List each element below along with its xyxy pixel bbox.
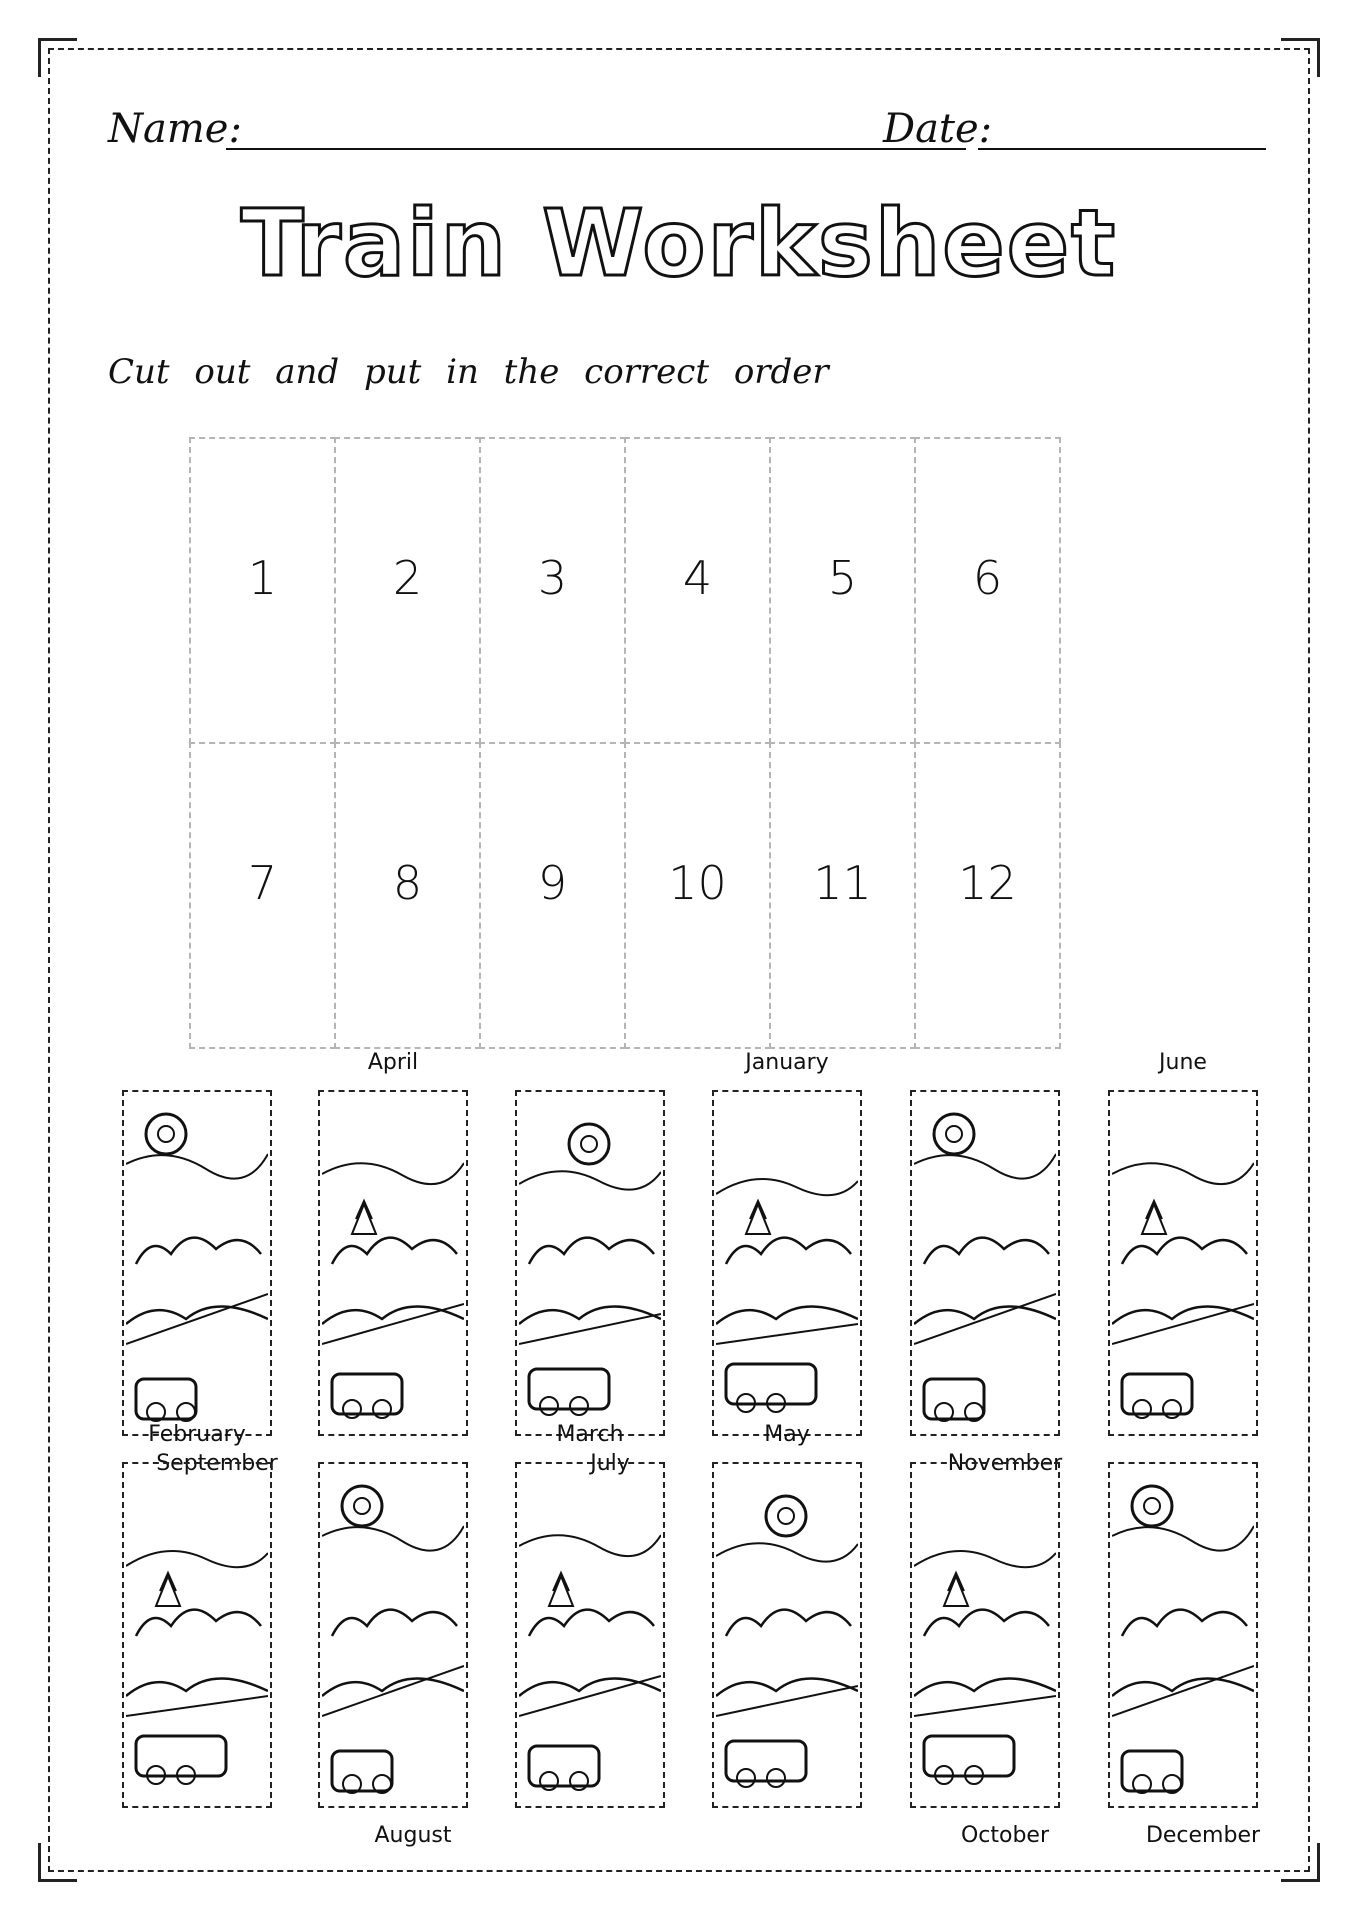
instruction-text: Cut out and put in the correct order [108,352,829,392]
answer-cell[interactable] [189,437,336,744]
train-scene-icon [519,1094,661,1432]
train-scene-icon [914,1094,1056,1432]
cutout-strip-december[interactable] [1108,1462,1261,1848]
answer-cell[interactable] [624,437,771,744]
worksheet-title: Train Worksheet [240,190,1118,297]
cutout-strip-february[interactable] [122,1422,272,1808]
cutout-strip-november[interactable] [910,1090,1063,1476]
strip-month-label: July [590,1451,630,1476]
corner-mark-top-right [1281,38,1320,77]
answer-cell-number: 7 [247,856,278,910]
answer-cell[interactable] [769,742,916,1049]
cutout-strip-august[interactable] [318,1462,468,1848]
cutout-strip-march[interactable] [515,1422,665,1808]
train-scene-icon [322,1094,464,1432]
strip-month-label: June [1159,1050,1207,1075]
cutout-strip-october[interactable] [910,1462,1060,1848]
answer-cell-number: 10 [668,856,727,910]
train-scene-icon [1112,1466,1254,1804]
answer-cell-number: 2 [392,551,423,605]
strip-month-label: May [764,1422,810,1447]
corner-mark-top-left [38,38,77,77]
answer-cell-number: 6 [972,551,1003,605]
corner-mark-bottom-left [38,1843,77,1882]
strip-month-label: March [556,1422,624,1447]
name-date-row [108,106,1258,156]
train-scene-icon [126,1466,268,1804]
train-scene-icon [519,1466,661,1804]
answer-cell[interactable] [914,437,1061,744]
answer-cell-number: 8 [392,856,423,910]
cutout-strip-may[interactable] [712,1422,862,1808]
strip-month-label: January [745,1050,829,1075]
strip-month-label: April [367,1050,419,1075]
train-scene-icon [126,1094,268,1432]
answer-cell[interactable] [334,437,481,744]
answer-cell[interactable] [479,742,626,1049]
cutout-strip-september[interactable] [122,1090,278,1476]
train-scene-icon [914,1466,1056,1804]
strip-month-label: August [374,1823,452,1848]
cutout-strip-july[interactable] [515,1090,665,1476]
train-scene-icon [716,1094,858,1432]
answer-cell-number: 1 [247,551,278,605]
answer-cell[interactable] [334,742,481,1049]
date-label: Date: [883,106,993,152]
answer-cell[interactable] [624,742,771,1049]
strip-month-label: September [156,1451,278,1476]
corner-mark-bottom-right [1281,1843,1320,1882]
answer-cell[interactable] [914,742,1061,1049]
answer-cell[interactable] [189,742,336,1049]
cutout-strip-january[interactable] [712,1050,862,1436]
name-field-line[interactable] [226,148,966,150]
strip-month-label: November [947,1451,1063,1476]
answer-cell-number: 5 [827,551,858,605]
train-scene-icon [322,1466,464,1804]
answer-cell-number: 12 [958,856,1017,910]
answer-cell-number: 9 [537,856,568,910]
answer-cell[interactable] [479,437,626,744]
date-field-line[interactable] [978,148,1266,150]
strip-month-label: February [148,1422,246,1447]
answer-cell-number: 11 [813,856,872,910]
answer-cell-number: 4 [682,551,713,605]
answer-grid [190,438,1060,1048]
strip-month-label: December [1145,1823,1261,1848]
answer-cell[interactable] [769,437,916,744]
train-scene-icon [1112,1094,1254,1432]
name-label: Name: [108,106,242,152]
answer-cell-number: 3 [537,551,568,605]
cutout-strip-april[interactable] [318,1050,468,1436]
cutout-strip-june[interactable] [1108,1050,1258,1436]
train-scene-icon [716,1466,858,1804]
strip-month-label: October [960,1823,1050,1848]
